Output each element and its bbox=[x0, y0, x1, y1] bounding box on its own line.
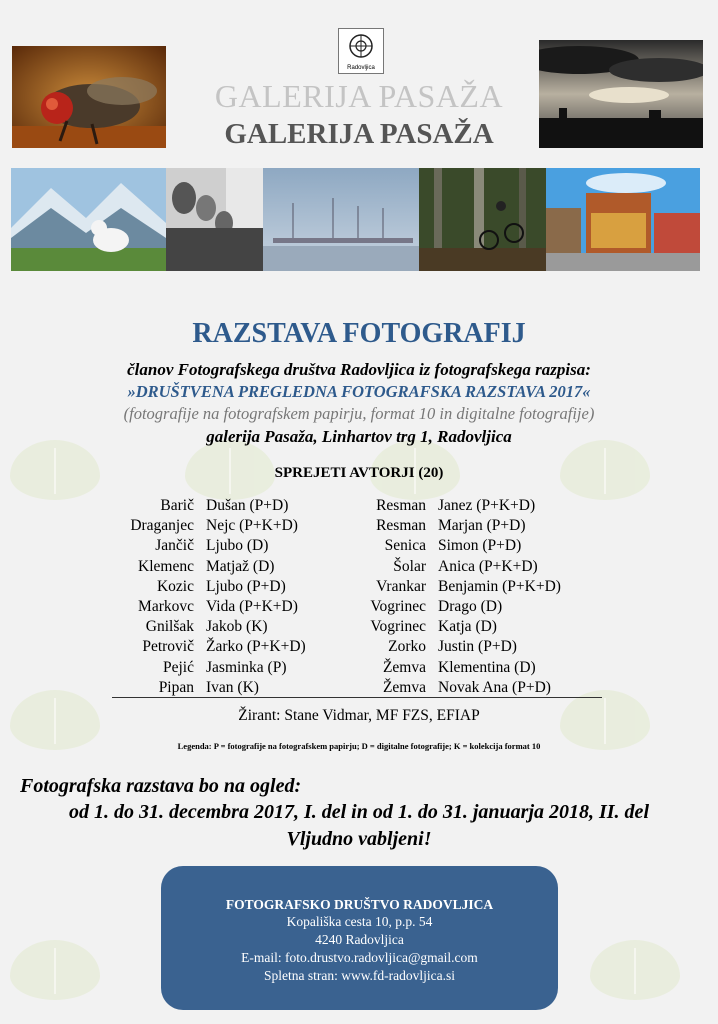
author-surname: Žemva bbox=[382, 678, 426, 696]
authors-divider bbox=[112, 697, 602, 698]
author-surname: Vogrinec bbox=[370, 618, 426, 636]
author-row bbox=[112, 678, 346, 698]
author-row bbox=[352, 658, 608, 678]
author-surname: Klemenc bbox=[138, 557, 194, 575]
subtitle-venue: galerija Pasaža, Linhartov trg 1, Radovljica bbox=[206, 427, 512, 446]
author-name: Novak Ana (P+D) bbox=[438, 678, 551, 696]
contact-org: FOTOGRAFSKO DRUŠTVO RADOVLJICA bbox=[225, 897, 494, 912]
watermark-leaf bbox=[590, 940, 680, 1000]
contact-email[interactable]: E-mail: foto.drustvo.radovljica@gmail.com bbox=[241, 950, 478, 965]
author-surname: Barič bbox=[160, 497, 194, 515]
author-surname: Resman bbox=[376, 497, 426, 515]
contact-city: 4240 Radovljica bbox=[315, 932, 404, 947]
author-row bbox=[352, 557, 608, 577]
author-name: Katja (D) bbox=[438, 618, 497, 636]
exhibition-dates: od 1. do 31. decembra 2017, I. del in od 1. do 31. januarja 2018, II. del bbox=[68, 801, 649, 823]
author-row bbox=[352, 536, 608, 556]
author-surname: Markovc bbox=[138, 598, 194, 616]
author-surname: Vrankar bbox=[376, 577, 426, 595]
gallery-title-shadow: GALERIJA PASAŽA bbox=[214, 78, 504, 114]
author-row bbox=[352, 496, 608, 516]
author-name: Matjaž (D) bbox=[206, 557, 275, 575]
subtitle-members: članov Fotografskega društva Radovljica iz fotografskega razpisa: bbox=[127, 360, 591, 379]
author-surname: Kozic bbox=[156, 577, 194, 595]
authors-right-table bbox=[352, 496, 608, 698]
author-surname: Gnilšak bbox=[145, 618, 194, 636]
author-name: Vida (P+K+D) bbox=[206, 598, 298, 616]
author-row bbox=[352, 617, 608, 637]
author-name: Nejc (P+K+D) bbox=[206, 517, 298, 535]
people-bw-photo bbox=[166, 168, 263, 271]
author-name: Anica (P+K+D) bbox=[438, 557, 538, 575]
author-name: Janez (P+K+D) bbox=[438, 497, 536, 515]
contact-website[interactable]: Spletna stran: www.fd-radovljica.si bbox=[263, 968, 456, 983]
author-name: Ljubo (D) bbox=[206, 537, 269, 555]
author-row bbox=[112, 496, 346, 516]
author-name: Jakob (K) bbox=[206, 618, 268, 636]
invitation-line: Vljudno vabljeni! bbox=[286, 828, 432, 850]
author-row bbox=[352, 637, 608, 657]
exhibition-title: RAZSTAVA FOTOGRAFIJ bbox=[192, 318, 526, 349]
author-surname: Senica bbox=[384, 537, 426, 555]
author-row bbox=[352, 678, 608, 698]
author-row bbox=[112, 597, 346, 617]
contact-box bbox=[161, 866, 558, 1010]
author-row bbox=[112, 658, 346, 678]
author-surname: Jančič bbox=[155, 537, 194, 555]
gallery-logo bbox=[338, 28, 384, 74]
author-row bbox=[352, 516, 608, 536]
author-row bbox=[112, 557, 346, 577]
author-row bbox=[112, 617, 346, 637]
author-name: Dušan (P+D) bbox=[206, 497, 289, 515]
author-name: Simon (P+D) bbox=[438, 537, 522, 555]
author-row bbox=[352, 577, 608, 597]
foggy-harbor-photo bbox=[263, 168, 419, 271]
author-surname: Šolar bbox=[393, 557, 426, 575]
author-row bbox=[112, 577, 346, 597]
subtitle-competition: »DRUŠTVENA PREGLEDNA FOTOGRAFSKA RAZSTAVA 2017« bbox=[127, 382, 591, 401]
exhibition-dates-intro: Fotografska razstava bo na ogled: bbox=[20, 775, 302, 797]
contact-address: Kopališka cesta 10, p.p. 54 bbox=[286, 914, 433, 929]
author-name: Žarko (P+K+D) bbox=[206, 638, 306, 656]
legend-line: Legenda: P = fotografije na fotografskem papirju; D = digitalne fotografije; K = kolekcija format 10 bbox=[177, 741, 541, 751]
author-name: Ivan (K) bbox=[206, 678, 259, 696]
dog-mountain-photo bbox=[11, 168, 166, 271]
logo-text: Radovljica bbox=[347, 65, 375, 71]
author-surname: Pejić bbox=[163, 658, 194, 676]
stormy-sky-photo bbox=[539, 40, 703, 148]
authors-title: SPREJETI AVTORJI (20) bbox=[274, 465, 444, 481]
authors-left-table bbox=[112, 496, 346, 698]
author-surname: Pipan bbox=[158, 678, 194, 696]
author-surname: Zorko bbox=[388, 638, 426, 656]
author-surname: Draganjec bbox=[130, 517, 194, 535]
colorful-street-photo bbox=[546, 168, 700, 271]
author-row bbox=[352, 597, 608, 617]
author-name: Ljubo (P+D) bbox=[206, 577, 286, 595]
author-surname: Resman bbox=[376, 517, 426, 535]
author-surname: Žemva bbox=[382, 658, 426, 676]
author-row bbox=[112, 637, 346, 657]
jury-line: Žirant: Stane Vidmar, MF FZS, EFIAP bbox=[238, 707, 480, 724]
author-name: Jasminka (P) bbox=[206, 658, 287, 676]
watermark-leaf bbox=[10, 940, 100, 1000]
author-name: Drago (D) bbox=[438, 598, 503, 616]
subtitle-formats: (fotografije na fotografskem papirju, format 10 in digitalne fotografije) bbox=[123, 404, 595, 423]
gallery-title: GALERIJA PASAŽA bbox=[224, 118, 494, 150]
author-surname: Vogrinec bbox=[370, 598, 426, 616]
author-surname: Petrovič bbox=[142, 638, 194, 656]
author-name: Benjamin (P+K+D) bbox=[438, 577, 561, 595]
author-name: Klementina (D) bbox=[438, 658, 536, 676]
author-row bbox=[112, 516, 346, 536]
author-name: Justin (P+D) bbox=[438, 638, 517, 656]
author-row bbox=[112, 536, 346, 556]
mountain-bike-photo bbox=[419, 168, 546, 271]
author-name: Marjan (P+D) bbox=[438, 517, 526, 535]
